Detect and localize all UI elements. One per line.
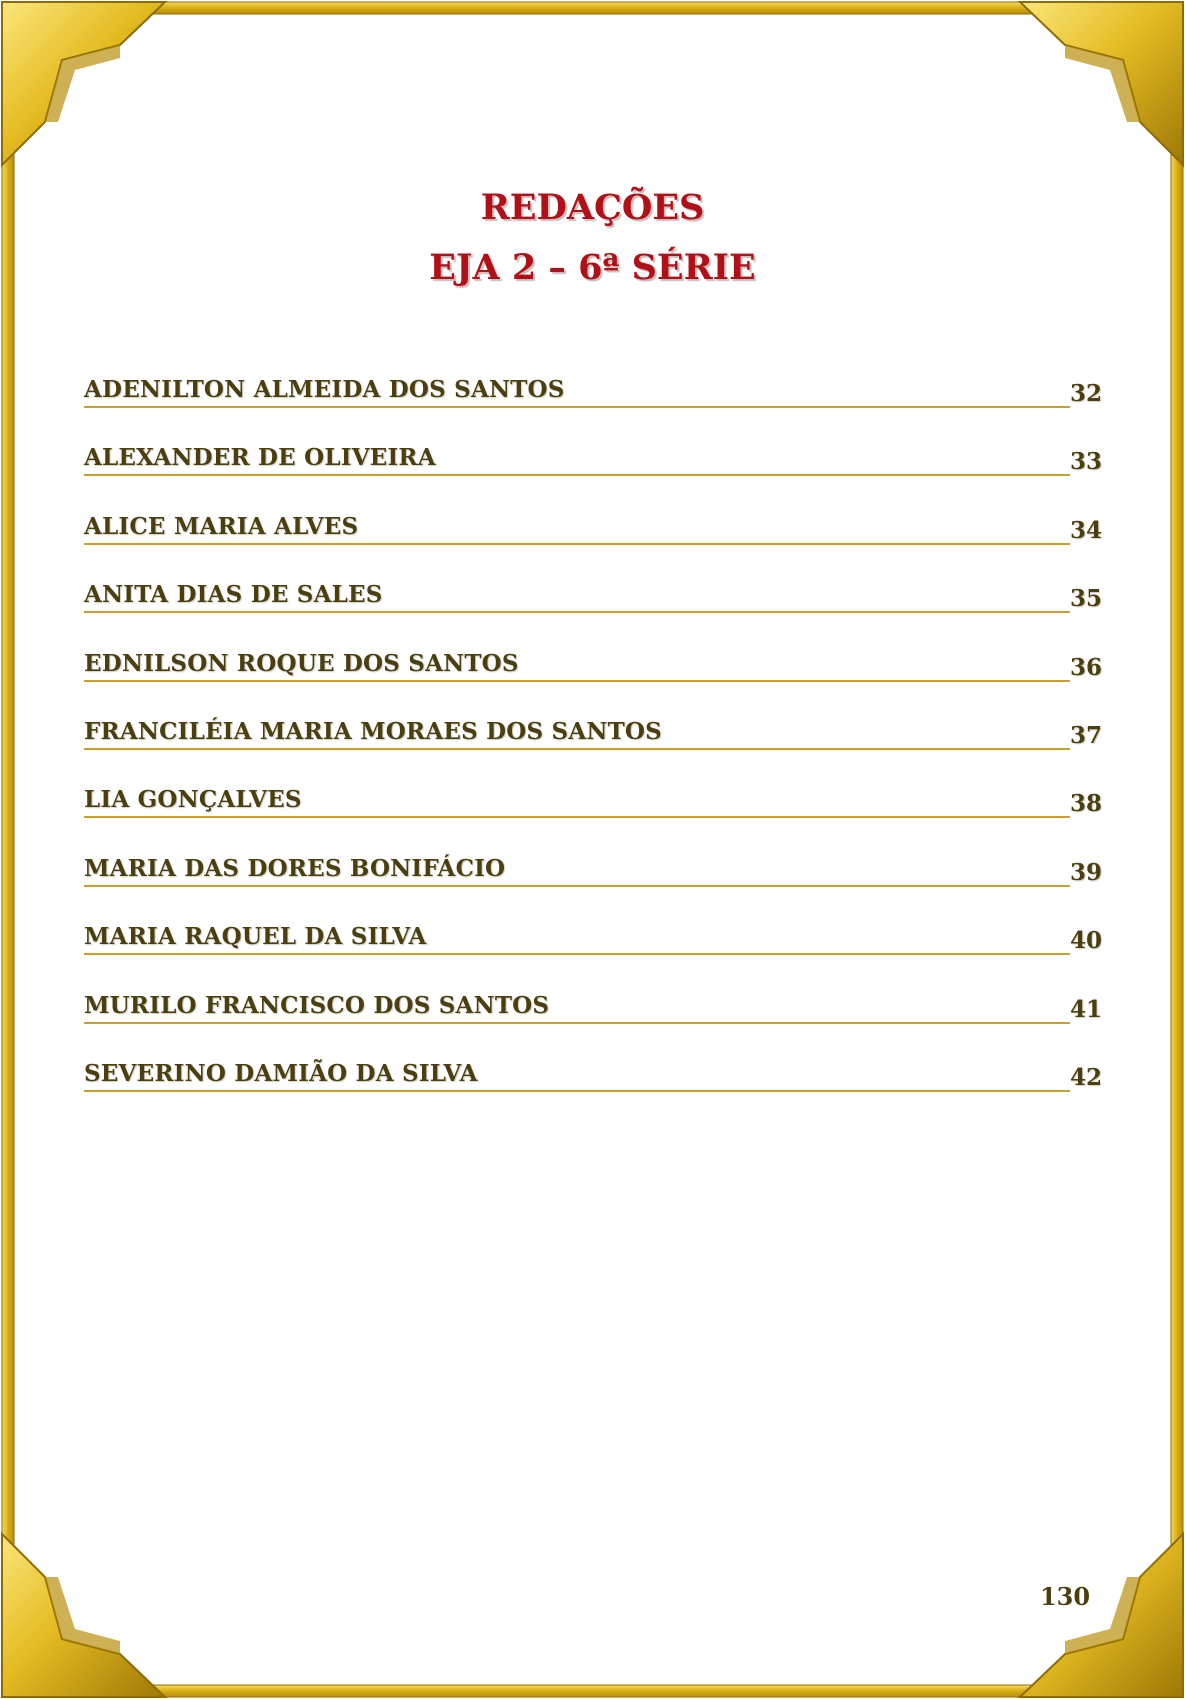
toc-entry[interactable] xyxy=(84,376,1102,444)
table-of-contents xyxy=(84,376,1102,1128)
toc-entry-name: ANITA DIAS DE SALES xyxy=(84,581,383,609)
toc-entry-name: FRANCILÉIA MARIA MORAES DOS SANTOS xyxy=(84,717,662,745)
toc-entry-page: 36 xyxy=(1069,653,1102,681)
toc-entry-page: 33 xyxy=(1069,448,1102,476)
toc-entry[interactable] xyxy=(84,992,1102,1060)
toc-entry-page: 40 xyxy=(1069,927,1102,955)
toc-entry[interactable] xyxy=(84,855,1102,923)
page-number: 130 xyxy=(1039,1582,1091,1611)
dotted-leader xyxy=(84,611,1070,613)
toc-entry[interactable] xyxy=(84,581,1102,649)
toc-entry-page: 37 xyxy=(1069,721,1102,749)
toc-entry-name: MARIA RAQUEL DA SILVA xyxy=(84,923,427,951)
corner-ornament-top-right xyxy=(1020,2,1183,165)
toc-entry[interactable] xyxy=(84,444,1102,512)
toc-entry-page: 32 xyxy=(1069,380,1102,407)
toc-entry[interactable] xyxy=(84,513,1102,581)
dotted-leader xyxy=(84,474,1070,476)
dotted-leader xyxy=(84,816,1070,818)
toc-entry[interactable] xyxy=(84,718,1102,786)
toc-entry[interactable] xyxy=(84,923,1102,991)
dotted-leader xyxy=(84,406,1070,408)
toc-entry[interactable] xyxy=(84,1060,1102,1128)
page-title xyxy=(0,178,1185,298)
dotted-leader xyxy=(84,1090,1070,1092)
dotted-leader xyxy=(84,885,1070,887)
toc-entry-name: MARIA DAS DORES BONIFÁCIO xyxy=(84,854,506,882)
toc-entry[interactable] xyxy=(84,786,1102,854)
toc-entry-name: SEVERINO DAMIÃO DA SILVA xyxy=(84,1059,478,1087)
corner-ornament-bottom-left xyxy=(2,1534,165,1697)
toc-entry-name: ALEXANDER DE OLIVEIRA xyxy=(84,444,436,472)
title-line-2: EJA 2 – 6ª SÉRIE xyxy=(429,247,756,288)
toc-entry-name: ALICE MARIA ALVES xyxy=(84,512,359,540)
toc-entry-name: EDNILSON ROQUE DOS SANTOS xyxy=(84,649,519,677)
toc-entry-page: 41 xyxy=(1069,995,1102,1023)
toc-entry-page: 39 xyxy=(1069,858,1102,886)
toc-entry-page: 35 xyxy=(1069,585,1102,613)
dotted-leader xyxy=(84,680,1070,682)
toc-entry-name: MURILO FRANCISCO DOS SANTOS xyxy=(84,991,550,1019)
toc-entry[interactable] xyxy=(84,650,1102,718)
toc-entry-page: 42 xyxy=(1069,1063,1102,1091)
dotted-leader xyxy=(84,543,1070,545)
dotted-leader xyxy=(84,1022,1070,1024)
toc-entry-page: 38 xyxy=(1069,790,1102,818)
toc-entry-page: 34 xyxy=(1069,516,1102,544)
dotted-leader xyxy=(84,953,1070,955)
corner-ornament-bottom-right xyxy=(1020,1534,1183,1697)
title-line-1: REDAÇÕES xyxy=(480,187,705,228)
toc-entry-name: LIA GONÇALVES xyxy=(84,786,302,814)
corner-ornament-top-left xyxy=(2,2,165,165)
dotted-leader xyxy=(84,748,1070,750)
toc-entry-name: ADENILTON ALMEIDA DOS SANTOS xyxy=(84,376,565,403)
